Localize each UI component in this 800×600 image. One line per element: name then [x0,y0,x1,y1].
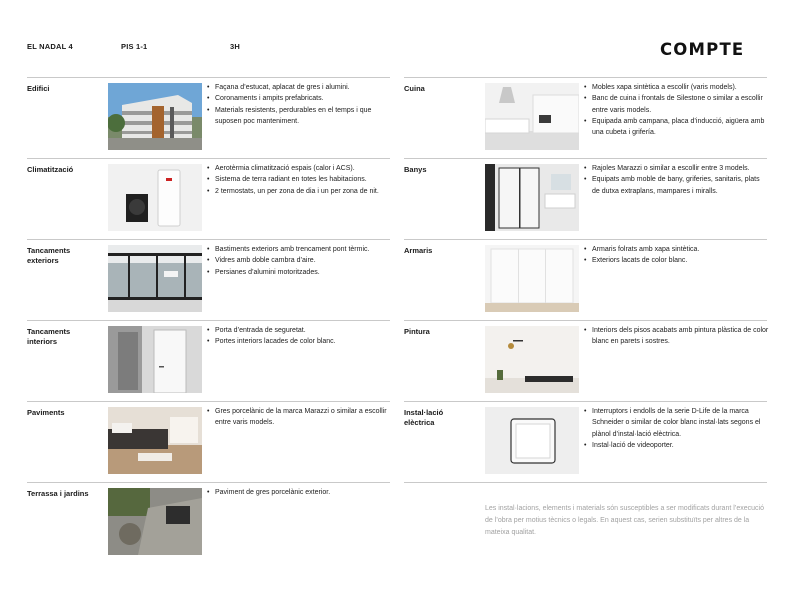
spec-row-armaris [404,239,767,312]
disclaimer-note: Les instal·lacions, elements i materials són susceptibles a ser modificats durant l’execució de l’obra per motius tècnics o legals. En aquest cas, serien substituïts per altres de la mateixa qualitat. [485,505,764,536]
heat-pump-units-photo [108,164,202,231]
interior-doors-photo [108,326,202,393]
spec-label: Banys [404,165,427,174]
spec-item: • Rajoles Marazzi o similar a escollir entre 3 models. [584,163,769,174]
spec-label: Armaris [404,246,433,255]
spec-label: Tancaments exteriors [27,246,71,265]
painted-interior-photo [485,326,579,393]
spec-row-tancaments-exteriors [27,239,390,312]
spec-list [584,82,769,138]
spec-row-pintura [404,320,767,393]
spec-item: • Equipats amb moble de bany, griferies, sanitaris, plats de dutxa extraplans, mampares i miralls. [584,174,769,197]
spec-item: • Exteriors lacats de color blanc. [584,255,769,266]
project-name: EL NADAL 4 [27,42,73,51]
glass-facade-photo [108,245,202,312]
wardrobe-photo [485,245,579,312]
spec-row-banys [404,158,767,231]
spec-item: • Portes interiors lacades de color blanc. [207,336,392,347]
spec-label: Pintura [404,327,430,336]
spec-item: • Persianes d’alumini motoritzades. [207,267,392,278]
spec-item: • Equipada amb campana, placa d’inducció, aigüera amb una cubeta i grifería. [584,116,769,139]
spec-list [207,163,392,197]
bathroom-photo [485,164,579,231]
light-switch-photo [485,407,579,474]
spec-label: Paviments [27,408,65,417]
spec-item: • Armaris folrats amb xapa sintètica. [584,244,769,255]
spec-list [207,244,392,278]
spec-row-terrassa-jardins [27,482,390,555]
spec-item: • Paviment de gres porcelànic exterior. [207,487,392,498]
spec-row-edifici [27,77,390,150]
spec-label: Tancaments interiors [27,327,71,346]
floor-label: PIS 1-1 [121,42,148,51]
brand-logo: COMPTE [660,40,745,59]
spec-row-installacio-electrica [404,401,767,474]
spec-item: • Mobles xapa sintètica a escollir (varis models). [584,82,769,93]
spec-item: • Porta d’entrada de seguretat. [207,325,392,336]
spec-item: • Sistema de terra radiant en totes les habitacions. [207,174,392,185]
spec-list [207,406,392,429]
spec-list [207,325,392,348]
spec-item: • Interruptors i endolls de la serie D-Life de la marca Schneider o similar de color blanc instal·lats segons el plànol d’instal·lació elèctrica. [584,406,769,440]
rooms-label: 3H [230,42,240,51]
spec-row-climatitzacio [27,158,390,231]
spec-item: • Materials resistents, perdurables en el temps i que suposen poc manteniment. [207,105,392,128]
spec-list [207,82,392,127]
spec-row-tancaments-interiors [27,320,390,393]
terrace-tiles-photo [108,488,202,555]
spec-label: Climatització [27,165,74,174]
spec-list [584,406,769,451]
kitchen-photo [485,83,579,150]
spec-label: Terrassa i jardins [27,489,89,498]
spec-item: • Gres porcelànic de la marca Marazzi o similar a escollir entre varis models. [207,406,392,429]
spec-item: • Façana d’estucat, aplacat de gres i alumini. [207,82,392,93]
spec-list [207,487,392,498]
spec-item: • Interiors dels pisos acabats amb pintura plàstica de color blanc en parets i sostres. [584,325,769,348]
spec-item: • Instal·lació de videoporter. [584,440,769,451]
spec-item: • 2 termostats, un per zona de dia i un per zona de nit. [207,186,392,197]
building-exterior-photo [108,83,202,150]
spec-item: • Bastiments exteriors amb trencament pont tèrmic. [207,244,392,255]
spec-list [584,163,769,197]
spec-label: Instal·lació elèctrica [404,408,444,427]
spec-list [584,325,769,348]
spec-label: Edifici [27,84,50,93]
spec-list [584,244,769,267]
spec-label: Cuina [404,84,425,93]
spec-item: • Vidres amb doble cambra d’aire. [207,255,392,266]
spec-item: • Coronaments i ampits prefabricats. [207,93,392,104]
spec-row-cuina [404,77,767,150]
living-room-floor-photo [108,407,202,474]
spec-row-paviments [27,401,390,474]
spec-item: • Banc de cuina i frontals de Silestone o similar a escollir entre varis models. [584,93,769,116]
spec-item: • Aerotèrmia climatització espais (calor i ACS). [207,163,392,174]
